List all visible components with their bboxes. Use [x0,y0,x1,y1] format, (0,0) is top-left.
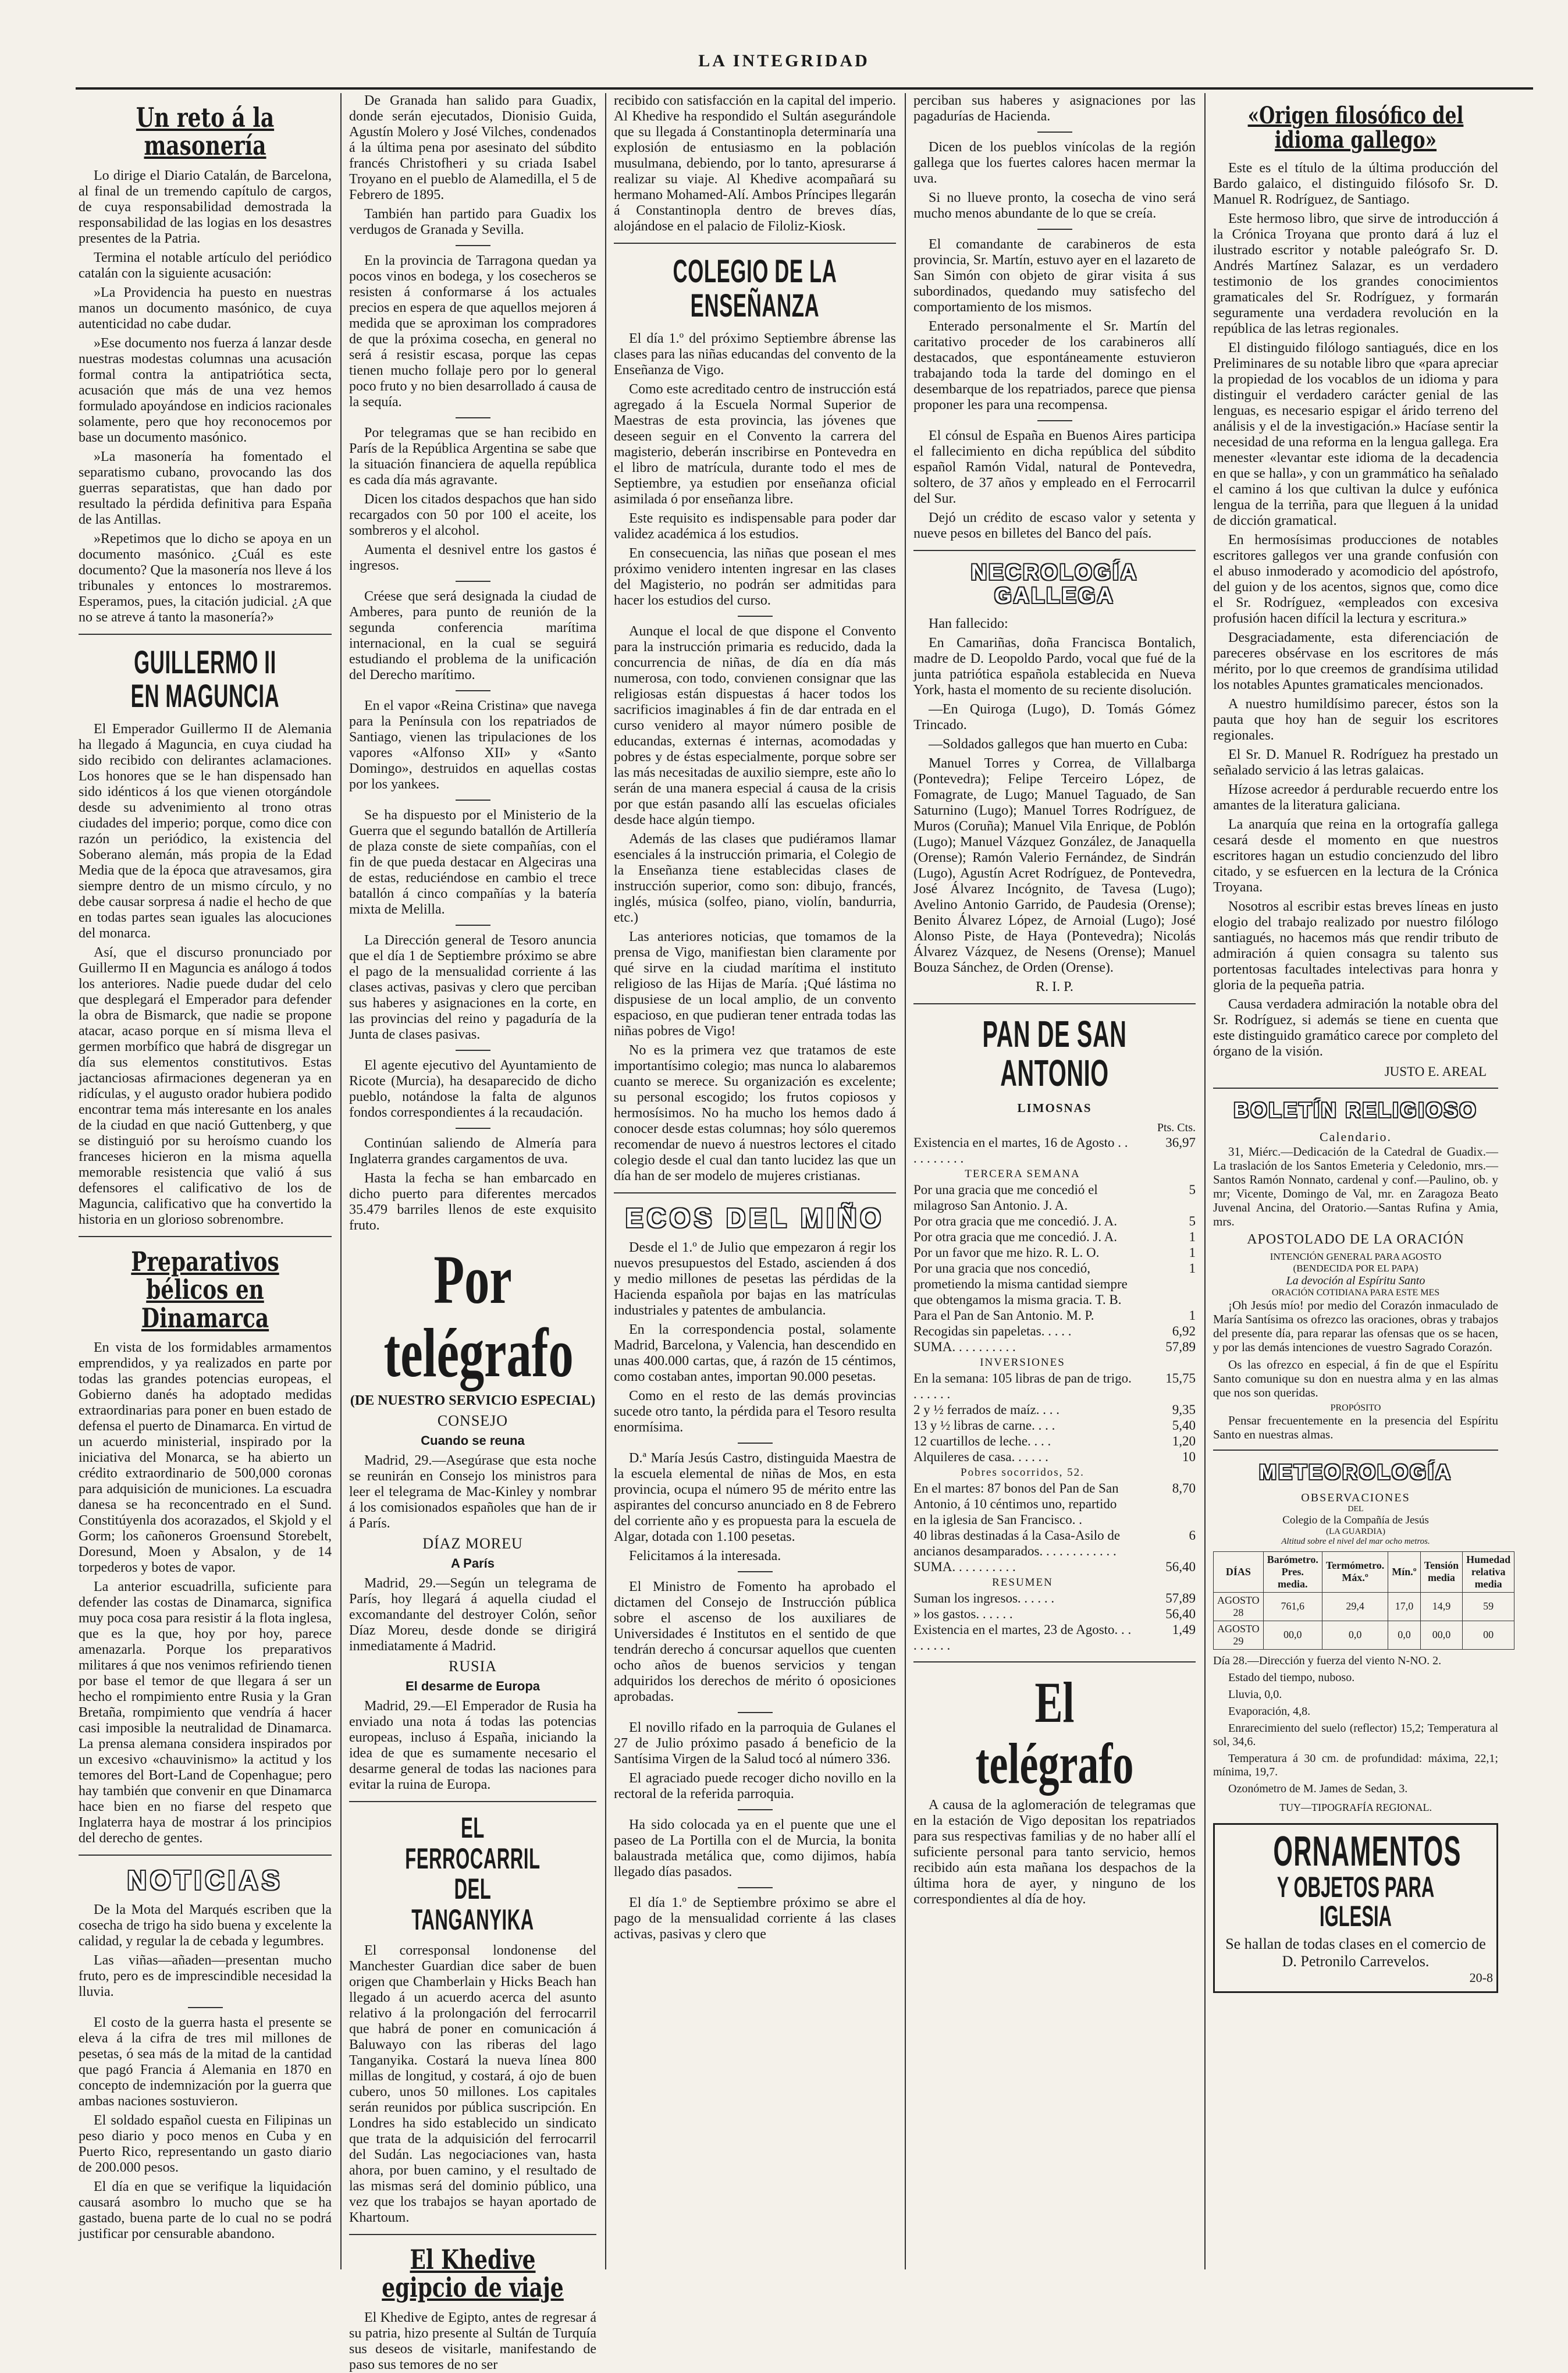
apostolado-title: APOSTOLADO DE LA ORACIÓN [1247,1231,1464,1247]
paragraph: Por telegramas que se han recibido en París de la República Argentina se sabe que la situación financiera de aquella república es cada día más agravante. [349,425,596,488]
column-1 [79,93,332,2269]
ledger-row [913,1308,1196,1323]
weather-table-cell: 00,0 [1420,1621,1462,1649]
weather-table-cell: 0,0 [1322,1621,1388,1649]
apostolado-subtitle: INTENCIÓN GENERAL PARA AGOSTO [1270,1251,1442,1262]
paragraph: Este hermoso libro, que sirve de introducción á la Crónica Troyana que pronto dará á luz el ilustrado escritor y notable paleógrafo Sr. D. Andrés Martínez Salazar, es un verdadero testimonio de los grandes conocimientos gramaticales del Sr. Rodríguez, y formarán seguramente una verdadera revolución en la república de las letras regionales. [1213,211,1498,336]
ledger-row [913,1339,1196,1355]
masthead: LA INTEGRIDAD [698,51,870,70]
article-headline: Preparativos bélicos en Dinamarca [131,1246,279,1334]
column-rule [605,93,606,2269]
ledger-row-label: Pobres socorridos, 52. [961,1466,1085,1479]
weather-table [1213,1551,1514,1650]
weather-table-header: DÍAS [1214,1551,1264,1592]
paragraph: En consecuencia, las niñas que posean el mes próximo venidero intenten ingresar en las clases del Magisterio, no podrán ser admitidas para hacer los estudios del curso. [614,545,896,608]
ledger [913,1135,1196,1653]
paragraph: Continúan saliendo de Almería para Inglaterra grandes cargamentos de uva. [349,1136,596,1167]
ledger-row-value: 1 [1189,1230,1196,1245]
paragraph: Ozonómetro de M. James de Sedan, 3. [1228,1782,1408,1795]
ledger-row-value: 8,70 [1172,1481,1196,1496]
ledger-row-label: Alquileres de casa. . . . . . [913,1450,1048,1465]
ledger-row [913,1166,1196,1182]
paragraph: Madrid, 29.—El Emperador de Rusia ha enviado una nota á todas las potencias europeas, incluso á España, iniciando la idea de que es sumamente necesario el desarme general de todas las naciones para evitar la ruina de Europa. [349,1699,596,1792]
ledger-row-label: 40 libras destinadas á la Casa-Asilo de ancianos desamparados. . . . . . . . . . . . [913,1528,1121,1559]
paragraph: Felicitamos á la interesada. [629,1548,781,1564]
weather-table-cell: 17,0 [1388,1592,1420,1621]
divider [349,1801,596,1802]
column-4 [913,93,1196,2269]
ledger-row-value: 56,40 [1165,1559,1196,1575]
paragraph: Además de las clases que pudiéramos llamar esenciales á la instrucción primaria, el Colegio de la Enseñanza tiene establecidas clases de instrucción superior, como son: dibujo, francés, inglés, música (solfeo, piano, violín, bandurria, etc.) [614,831,896,925]
ledger-row-label: En el martes: 87 bonos del Pan de San Antonio, á 10 céntimos uno, repartido en la iglesia de San Francisco. . [913,1481,1119,1527]
paragraph: El día 1.º de Septiembre próximo se abre el pago de la mensualidad corriente á las clases activas, pasivas y clero que [614,1895,896,1942]
meteo-institution: Colegio de la Compañía de Jesús [1282,1514,1429,1526]
ledger-row [913,1229,1196,1245]
paragraph: Las viñas—añaden—presentan mucho fruto, pero es de imprescindible necesidad la lluvia. [79,1953,332,2000]
ledger-row-value: 1,49 [1172,1622,1196,1637]
paragraph: recibido con satisfacción en la capital del imperio. Al Khedive ha respondido el Sultán asegurándole que su llegada á Constantinopla determinaría una explosión de entusiasmo en la población musulmana, debiendo, por lo tanto, apresurarse á realizar su viaje. Al Khedive acompañará su hermano Mohamed-Alí. Ambos Príncipes llegarán á Constantinopla dentro de breves días, alojándose en el palacio de Filoliz-Kiosk. [614,93,896,234]
ledger-row-label: SUMA. . . . . . . . . . [913,1559,1016,1575]
apostolado-subtitle: (BENDECIDA POR EL PAPA) [1293,1262,1418,1274]
divider [913,1003,1196,1004]
paragraph: Manuel Torres y Correa, de Villalbarga (Pontevedra); Felipe Terceiro López, de Fomagrate, de Lugo; Manuel Taguado, de San Saturnino (Lugo); Manuel Torres Rodríguez, de Muros (Coruña); Manuel Vila Enrique, de Poblón (Lugo); Manuel Vázquez González, de Janaquella (Orense); Ramón Valerio Fernández, de Sindrán (Lugo), Agustín Acret Rodríguez, de Pontevedra, José Álvarez Incógnito, de Tavesa (Lugo); Avelino Antonio Garrido, de Paudesia (Orense); Benito Álvarez López, de Arnoial (Lugo); José Alonso Piste, de Haya (Pontevedra); Nicolás Álvarez Vázquez, de Nesens (Orense); Manuel Bouza Sánchez, de Orden (Orense). [913,755,1196,975]
paragraph: »La masonería ha fomentado el separatismo cubano, provocando las dos guerras separatistas, que han dado por resultado la pérdida definitiva para España de las Antillas. [79,449,332,527]
paragraph: —En Quiroga (Lugo), D. Tomás Gómez Trincado. [913,701,1196,733]
divider [614,1192,896,1193]
divider [614,243,896,244]
ledger-row-label: Por una gracia que me concedió el milagroso San Antonio. J. A. [913,1182,1098,1213]
ledger-row-label: Por una gracia que nos concedió, prometiendo la misma cantidad siempre que obtengamos la misma gracia. T. B. [913,1261,1128,1308]
weather-table-cell: 00,0 [1263,1621,1322,1649]
separator [738,1809,773,1810]
ledger-row [913,1449,1196,1465]
weather-table-cell: 29,4 [1322,1592,1388,1621]
ledger-row-value: 5 [1189,1214,1196,1229]
ledger-row-label: Recogidas sin papeletas. . . . . [913,1324,1072,1339]
dispatch-title: RUSIA [448,1658,497,1675]
article-headline: GUILLERMO II EN MAGUNCIA [130,643,280,715]
apostolado-subtitle: La devoción al Espíritu Santo [1286,1274,1425,1287]
ledger-row [913,1606,1196,1622]
ledger-row-label: 12 cuartillos de leche. . . . [913,1434,1051,1449]
separator [456,245,490,246]
paragraph: »La Providencia ha puesto en nuestras manos un documento masónico, de cuya autenticidad no cabe dudar. [79,285,332,332]
article-headline: EL FERROCARRIL DEL TANGANYIKA [405,1811,541,1936]
paragraph: Termina el notable artículo del periódico catalán con la siguiente acusación: [79,250,332,281]
ledger-row-value: 9,35 [1172,1402,1196,1418]
paragraph: »Repetimos que lo dicho se apoya en un documento masónico. ¿Cuál es este documento? Que la masonería nos lleve á los tribunales y entonces lo mostraremos. Esperamos, pues, la citación judicial. ¿A que no se atreve á tanto la masonería?» [79,531,332,625]
paragraph: La Dirección general de Tesoro anuncia que el día 1 de Septiembre próximo se abre el pago de la mensualidad corriente á las clases activas, pasivas y clero que perciban sus haberes y asignaciones en la corte, en las provincias del reino y pagaduría de la Junta de clases pasivas. [349,933,596,1042]
paragraph: No es la primera vez que tratamos de este importantísimo colegio; mas nunca lo alabaremos cuanto se merece. Su organización es excelente; su personal escogido; los frutos copiosos y hermosísimos. No ha mucho los hemos dado á conocer desde estas columnas; hoy sólo queremos recomendar de nuevo á nuestros lectores el citado colegio desde el cual dan tanto lucidez las que un día han de ser modelo de mujeres cristianas. [614,1042,896,1184]
paragraph: Aunque el local de que dispone el Convento para la instrucción primaria es reducido, dada la concurrencia de niñas, de día en día más numerosa, con todo, convienen consignar que las religiosas están dispuestas á hacer todos los sacrificios imaginables á fin de dar entrada en el curso venidero al mayor número posible de educandas, externas é internas, acomodadas y pobres y de éstas especialmente, porque sobre ser las más necesitadas de auxilio siempre, este año lo serán de una manera especial á causa de la crisis por que están pasando allí las escuelas oficiales desde hace algún tiempo. [614,623,896,827]
meteo-subtitle: OBSERVACIONES [1301,1491,1410,1504]
paragraph: El distinguido filólogo santiagués, dice en los Preliminares de su notable libro que «para apreciar la propiedad de los vocablos de un idioma y para distinguir el verdadero carácter genial de las lenguas, es necesario espigar el árido terreno del análisis y el de la investigación.» Hacíase sentir la necesidad de una reforma en la lengua gallega. Era menester «levantar este idioma de la decadencia en que se halla», y con un grammático ha señalado el camino á los que cultivan la dulce y eufónica lengua de la terriña, para que lleguen á la unidad de dicción gramatical. [1213,340,1498,528]
column-rule [1204,93,1206,2269]
paragraph: 31, Miérc.—Dedicación de la Catedral de Guadix.—La traslación de los Santos Emeteria y Celedonio, mrs.—Santos Ramón Nonnato, cardenal y conf.—Paulino, ob. y mr; Vicente, Domingo de Val, mr. en Zaragoza Beato Juvenal Ancina, del Oratorio.—Santas Rufina y Amia, mrs. [1213,1144,1498,1228]
weather-table-cell: AGOSTO 28 [1214,1592,1264,1621]
ledger-row [913,1245,1196,1260]
column-5 [1213,93,1511,2269]
section-subtitle: (DE NUESTRO SERVICIO ESPECIAL) [350,1393,596,1408]
ledger-row [913,1355,1196,1370]
paragraph: El costo de la guerra hasta el presente se eleva á la cifra de tres mil millones de pesetas, ó sea más de la mitad de la cantidad que pagó Francia á Alemania en 1870 en concepto de indemnización por la guerra que ambas naciones sostuvieron. [79,2015,332,2109]
section-headline: BOLETÍN RELIGIOSO [1233,1098,1478,1122]
paragraph: Desde el 1.º de Julio que empezaron á regir los nuevos presupuestos del Estado, ascienden á dos y medio millones de pesetas las pérdidas de la Hacienda española por bajas en las matrículas industriales y patentes de ambulancia. [614,1239,896,1318]
section-headline: NOTICIAS [127,1865,283,1896]
article-headline: «Origen filosófico del idioma gallego» [1247,102,1464,154]
paragraph: Créese que será designada la ciudad de Amberes, para punto de reunión de la segunda conferencia marítima internacional, en la cual se seguirá estudiando el problema de la unificación del Derecho marítimo. [349,589,596,683]
paragraph: Os las ofrezco en especial, á fin de que el Espíritu Santo comunique su don en nuestra alma y en las almas que nos son queridas. [1213,1357,1498,1399]
paragraph: Se ha dispuesto por el Ministerio de la Guerra que el segundo batallón de Artillería de plaza conste de siete compañías, con el fin de que pueda destacar en Algeciras una de estas, reduciéndose en cambio el trece batallón á cinco compañías y la batería mixta de Melilla. [349,808,596,917]
paragraph: El Emperador Guillermo II de Alemania ha llegado á Maguncia, en cuya ciudad ha sido recibido con delirantes aclamaciones. Los honores que se le han dispensado han sido idénticos á los que vienen otorgándole desde su advenimiento al trono otras ciudades del imperio; porque, como dice con razón un periódico, la existencia del Soberano alemán, más propia de la Edad Media que de la época que atravesamos, gira siempre dentro de un mismo círculo, y no debe causar sorpresa á nadie el hecho de que en todas partes sean iguales las alocuciones del monarca. [79,722,332,942]
paragraph: El comandante de carabineros de esta provincia, Sr. Martín, estuvo ayer en el lazareto de San Simón con objeto de girar visita á sus subordinados, quedando muy satisfecho del comportamiento de los mismos. [913,237,1196,315]
section-headline: ECOS DEL MIÑO [625,1202,885,1233]
weather-table-row [1214,1592,1514,1621]
paragraph: Así, que el discurso pronunciado por Guillermo II en Maguncia es análogo á todos los anteriores. Nadie puede dudar del celo que desplegará el Emperador para defender la obra de Bismarck, que nadie se propone atacar, acaso porque en sí misma lleva el germen morbífico que habrá de disgregar un día sus elementos constitutivos. Estas jactanciosas afirmaciones degeneran ya en ridículas, y el augusto orador hubiera podido encontrar tema más interesante en los anales de la ciudad en que nació Guttenberg, y que se distinguió por su heroísmo cuando los franceses hicieron en la misma aquella memorable resistencia que valió á sus defensores el calificativo de los de Maguncia, calificativo que ha convertido la historia en un glorioso sobrenombre. [79,945,332,1228]
ledger-row [913,1465,1196,1480]
paragraph: Pensar frecuentemente en la presencia del Espíritu Santo en nuestras almas. [1213,1413,1498,1441]
paragraph: Como este acreditado centro de instrucción está agregado á la Escuela Normal Superior de Maestras de esta provincia, las jóvenes que deseen seguir en el Convento la carrera del magisterio, deberán inscribirse en Pontevedra en el libro de matrícula, durante todo el mes de Septiembre, ya estudien por enseñanza oficial asimilada ó por enseñanza libre. [614,381,896,507]
column-rule [340,93,342,2269]
meteo-location: (LA GUARDIA) [1325,1526,1386,1536]
paragraph: Madrid, 29.—Asegúrase que esta noche se reunirán en Consejo los ministros para leer el telegrama de Mac-Kinley y nombrar á los comisionados españoles que han de ir á París. [349,1453,596,1531]
ledger-row [913,1559,1196,1575]
ledger-row-value: 1 [1189,1261,1196,1276]
ledger-row [913,1575,1196,1590]
separator [738,1712,773,1713]
separator [1037,420,1072,421]
divider [79,1855,332,1856]
paragraph: Estado del tiempo, nuboso. [1228,1671,1355,1684]
separator [456,1128,490,1129]
ad-subtitle: Y OBJETOS PARA IGLESIA [1277,1870,1435,1932]
ledger-row-value [1132,1166,1196,1182]
ledger-row-label: Por un favor que me hizo. R. L. O. [913,1245,1100,1260]
paragraph: Dicen los citados despachos que han sido recargados con 50 por 100 el aceite, los sombreros y el alcohol. [349,492,596,538]
paragraph: Este es el título de la última producción del Bardo galaico, el distinguido filósofo Sr. D. Manuel R. Rodríguez, de Santiago. [1213,161,1498,207]
paragraph: El agraciado puede recoger dicho novillo en la rectoral de la referida parroquia. [614,1770,896,1802]
meteo-subtitle: DEL [1347,1504,1364,1514]
ledger-row-label: TERCERA SEMANA [965,1168,1080,1181]
paragraph: De Granada han salido para Guadix, donde serán ejecutados, Dionisio Guida, Agustín Molero y José Vilches, condenados á la última pena por asesinato del súbdito francés Christofheri y su criada Isabel Troyano en el pueblo de Alamedilla, el 5 de Febrero de 1895. [349,93,596,203]
ledger-row [913,1370,1196,1402]
ledger-row-value: 6,92 [1172,1324,1196,1339]
paragraph: En vista de los formidables armamentos emprendidos, y ya realizados en parte por todas las grandes potencias europeas, el Gobierno danés ha adoptado medidas extraordinarias para poner en buen estado de defensa el puerto de Dinamarca. En virtud de un acuerdo ministerial, inspirado por la iniciativa del Monarca, se ha abierto un crédito extraordinario de 500,000 coronas para adquisición de municiones. La escuadra danesa se ha reconcentrado en el Sund. Constitúyenla dos acorazados, el Skjold y el Gorm; los cañoneros Groensund Storebelt, Doresund, Moen y Absalon, y de 14 torpederos y botes de vapor. [79,1340,332,1576]
paragraph: »Ese documento nos fuerza á lanzar desde nuestras modestas columnas una acusación formal contra la antipatriótica secta, acusación que más de una vez hemos formulado apoyándose en indicios racionales solamente, pero que hoy reconocemos por base un documento masónico. [79,335,332,445]
ledger-row-label: Para el Pan de San Antonio. M. P. [913,1308,1094,1323]
printer-imprint: TUY—TIPOGRAFÍA REGIONAL. [1279,1801,1432,1813]
article-headline: El Khedive egipcio de viaje [382,2244,564,2304]
paragraph: Como en el resto de las demás provincias sucede otro tanto, la pérdida para el Tesoro resulta enormísima. [614,1388,896,1435]
paragraph: Temperatura á 30 cm. de profundidad: máxima, 22,1; mínima, 19,7. [1213,1752,1498,1778]
ledger-row-label: Por otra gracia que me concedió. J. A. [913,1214,1117,1229]
separator [456,1050,490,1051]
paragraph: El Khedive de Egipto, antes de regresar á su patria, hizo presente al Sultán de Turquía sus deseos de visitarle, manifestando de paso sus temores de no ser [349,2310,596,2372]
weather-table-cell: 14,9 [1420,1592,1462,1621]
masthead-rule [76,87,1533,90]
separator [456,581,490,582]
weather-table-row [1214,1621,1514,1649]
ledger-row [913,1433,1196,1449]
divider [349,2234,596,2235]
ledger-row-label: Por otra gracia que me concedió. J. A. [913,1230,1117,1245]
ledger-row [913,1260,1196,1308]
ledger-row-value: 6 [1189,1528,1196,1543]
ledger-row-label: 13 y ½ libras de carne. . . . [913,1418,1055,1433]
weather-table-cell: 00 [1463,1621,1514,1649]
weather-table-cell: 0,0 [1388,1621,1420,1649]
divider [79,634,332,635]
ledger-row [913,1480,1196,1527]
paragraph: También han partido para Guadix los verdugos de Granada y Sevilla. [349,207,596,237]
separator [738,1887,773,1888]
weather-table-header: Mín.º [1388,1551,1420,1592]
column-3 [614,93,896,2269]
paragraph: El cónsul de España en Buenos Aires participa el fallecimiento en dicha república del súbdito español Ramón Vidal, natural de Pontevedra, soltero, de 37 años y empleado en el Ferrocarril del Sur. [913,428,1196,506]
paragraph: Este requisito es indispensable para poder dar validez académica á los estudios. [614,510,896,542]
ledger-row-label: Existencia en el martes, 23 de Agosto. . . . . . . . . [913,1622,1132,1653]
ledger-row-label: 2 y ½ ferrados de maíz. . . . [913,1402,1060,1418]
separator [738,1571,773,1572]
column-2 [349,93,596,2372]
paragraph: El Sr. D. Manuel R. Rodríguez ha prestado un señalado servicio á las letras galaicas. [1213,747,1498,778]
separator [456,417,490,418]
section-headline: El telégrafo [975,1670,1134,1796]
paragraph: El agente ejecutivo del Ayuntamiento de Ricote (Murcia), ha desaparecido de dicho pueblo, notándose la falta de algunos fondos correspondientes á la recaudación. [349,1058,596,1120]
calendar-label: Calendario. [1319,1129,1392,1144]
paragraph: D.ª María Jesús Castro, distinguida Maestra de la escuela elemental de niñas de Mos, en esta provincia, ocupa el número 95 de mérito entre las aspirantes del concurso anunciado en 8 de Febrero del corriente año y es propuesta para la escuela de Algar, dotada con 1.100 pesetas. [614,1450,896,1544]
paragraph: Hízose acreedor á perdurable recuerdo entre los amantes de la literatura galiciana. [1213,782,1498,813]
paragraph: Dejó un crédito de escaso valor y setenta y nueve pesos en billetes del Banco del país. [913,510,1196,541]
ledger-row [913,1622,1196,1653]
paragraph: Enrarecimiento del suelo (reflector) 15,2; Temperatura al sol, 34,6. [1213,1721,1498,1748]
ledger-row-value: 5 [1189,1182,1196,1198]
ledger-row [913,1418,1196,1433]
paragraph: Causa verdadera admiración la notable obra del Sr. Rodríguez, si además se tiene en cuenta que este distinguido gramático carece por completo del órgano de la visión. [1213,997,1498,1059]
ledger-row-label: INVERSIONES [980,1356,1065,1369]
paragraph: En hermosísimas producciones de notables escritores gallegos ver una grande confusión con el abuso inmoderado y acomodicio del apóstrofo, del guion y de los acentos, signos que, como dice el Sr. Rodríguez, «empleados con excesiva profusión hacen difícil la lectura y escritura.» [1213,532,1498,626]
paragraph: De la Mota del Marqués escriben que la cosecha de trigo ha sido buena y excelente la calidad, y regular la de cebada y legumbres. [79,1902,332,1949]
paragraph: El Ministro de Fomento ha aprobado el dictamen del Consejo de Instrucción pública sobre el ascenso de los auxiliares de Universidades é Institutos en el sentido de que tendrán derecho á concursar aquellos que cuenten ocho años de buenos servicios y tengan adquiridos los derechos de mérito ó oposiciones aprobadas. [614,1579,896,1704]
paragraph: Nosotros al escribir estas breves líneas en justo elogio del trabajo realizado por nuestro filólogo santiagués, no hacemos más que rendir tributo de admiración á quien consagra su talento sus portentosas facultades intelectivas para honra y gloria de la pequeña patria. [1213,899,1498,993]
paragraph: En la provincia de Tarragona quedan ya pocos vinos en bodega, y los cosecheros se resisten á conformarse á los actuales precios en espera de que aquellos mejoren á medida que se aproximan los compradores de que la próxima cosecha, en general no será á resistir escasa, porque las cepas tienen mucho follaje pero por lo general poco fruto y no bien desarrollado á causa de la sequía. [349,253,596,410]
article-headline: Un reto á la masonería [136,102,275,162]
weather-table-cell: 59 [1463,1592,1514,1621]
separator [188,2007,223,2008]
proposito-label: PROPÓSITO [1330,1402,1381,1413]
ledger-row-value: 1,20 [1172,1434,1196,1449]
divider [1213,1088,1498,1089]
weather-table-cell: 761,6 [1263,1592,1322,1621]
paragraph: El novillo rifado en la parroquia de Gulanes el 27 de Julio próximo pasado á beneficio de la Santísima Virgen de la Salud tocó al número 336. [614,1720,896,1767]
weather-table-header: Tensión media [1420,1551,1462,1592]
separator [738,1443,773,1444]
separator [456,800,490,801]
ledger-row-value: 1 [1189,1245,1196,1260]
apostolado-subtitle: ORACIÓN COTIDIANA PARA ESTE MES [1271,1287,1440,1298]
paragraph: perciban sus haberes y asignaciones por las pagadurías de Hacienda. [913,93,1196,124]
ledger-row-label: En la semana: 105 libras de pan de trigo. . . . . . . [913,1371,1132,1402]
paragraph: Madrid, 29.—Según un telegrama de París, hoy llegará á aquella ciudad el excomandante del destroyer Colón, señor Díaz Moreu, desde donde se dirigirá inmediatamente á Madrid. [349,1576,596,1654]
dispatch-subtitle: A París [450,1556,495,1571]
paragraph: En la correspondencia postal, solamente Madrid, Barcelona, y Valencia, han descendido en unas 400.000 cartas, que, á razón de 15 céntimos, como costaban antes, importan 90.000 pesetas. [614,1322,896,1384]
divider [913,550,1196,551]
paragraph: Hasta la fecha se han embarcado en dicho puerto para diferentes mercados 35.479 barriles llenos de este exquisito fruto. [349,1171,596,1233]
ad-code: 20-8 [1469,1970,1493,1985]
ledger-row [913,1323,1196,1339]
divider [1213,1450,1498,1451]
section-headline: PAN DE SAN ANTONIO [982,1013,1127,1094]
paragraph: La anterior escuadrilla, suficiente para defender las costas de Dinamarca, significa muy poca cosa para resistir á la flota inglesa, que es la que, hoy por hoy, parece amenazarla. Porque los preparativos militares á que nos venimos refiriendo tienen por base el temor de que llegara á ser un hecho el rompimiento entre Rusia y la Gran Bretaña, rompimiento que vendría á hacer casi imposible la neutralidad de Dinamarca. La prensa alemana considera inspirados por un excesivo «chauvinismo» la actitud y los temores del Bort-Land de Copenhague; pero hay también que convenir en que Dinamarca hace bien en no fiarse del respeto que Inglaterra haya de mostrar á los principios del derecho de gentes. [79,1579,332,1846]
weather-table-cell: AGOSTO 29 [1214,1621,1264,1649]
paragraph: El día en que se verifique la liquidación causará asombro lo mucho que se ha gastado, buena parte de lo cual no se podrá justificar por censurable abandono. [79,2179,332,2242]
column-rule [905,93,906,2269]
weather-table-header: Barómetro. Pres. media. [1263,1551,1322,1592]
ledger-row-value: 15,75 [1165,1371,1196,1386]
paragraph: Evaporación, 4,8. [1228,1704,1311,1718]
dispatch-subtitle: El desarme de Europa [405,1679,541,1693]
ledger-row-label: Suman los ingresos. . . . . . [913,1591,1055,1606]
paragraph: Han fallecido: [929,616,1008,631]
separator [738,616,773,617]
rip-line: R. I. P. [1036,979,1073,994]
section-headline: NECROLOGÍA GALLEGA [970,560,1139,608]
ledger-row [913,1527,1196,1559]
ledger-row-label: RESUMEN [992,1576,1053,1589]
weather-table-header: Termómetro. Máx.º [1322,1551,1388,1592]
paragraph: El soldado español cuesta en Filipinas un peso diario y poco menos en Cuba y en Puerto Rico, representando un gasto diario de 200.000 pesos. [79,2113,332,2176]
ledger-row-value: 57,89 [1165,1591,1196,1606]
paragraph: —Soldados gallegos que han muerto en Cuba: [929,736,1188,752]
ledger-row-value: 56,40 [1165,1607,1196,1622]
section-headline: Por telégrafo [383,1241,574,1391]
paragraph: Lo dirige el Diario Catalán, de Barcelona, al final de un tremendo capítulo de cargos, de cuya responsabilidad demostrada la responsabilidad de las logias en los desastres presentes de la Patria. [79,168,332,246]
paragraph: Si no llueve pronto, la cosecha de vino será mucho menos abundante de lo que se creía. [913,190,1196,221]
paragraph: ¡Oh Jesús mío! por medio del Corazón inmaculado de María Santísima os ofrezco las oraciones, obras y trabajos del presente día, para reparar las ofensas que os se hacen, y por las demás intenciones de vuestro Sagrado Corazón. [1213,1298,1498,1354]
paragraph: En Camariñas, doña Francisca Bontalich, madre de D. Leopoldo Pardo, vocal que fué de la junta patriótica española establecida en Nueva York, hasta el momento de su reciente disolución. [913,635,1196,698]
ad-text: Se hallan de todas clases en el comercio de D. Petronilo Carrevelos. [1225,1935,1486,1970]
separator [1037,132,1072,133]
ledger-row-value [1132,1575,1196,1590]
ledger-row-value [1132,1355,1196,1370]
ledger-unit: Pts. Cts. [1157,1121,1196,1135]
paragraph: Dicen de los pueblos vinícolas de la región gallega que los fuertes calores hacen mermar la uva. [913,140,1196,186]
ledger-row-value: 5,40 [1172,1418,1196,1433]
meteo-altitude: Altitud sobre el nivel del mar ocho metros. [1281,1536,1430,1546]
ledger-heading: LIMOSNAS [1017,1101,1092,1116]
dispatch-subtitle: Cuando se reuna [421,1433,525,1448]
paragraph: Día 28.—Dirección y fuerza del viento N-NO. 2. [1213,1654,1442,1667]
ledger-row-value [1132,1465,1196,1480]
advertisement [1213,1823,1498,1993]
paragraph: Enterado personalmente el Sr. Martín del caritativo proceder de los carabineros allí destacados, que espontáneamente estuvieron trabajando toda la tarde del domingo en el desembarque de los repatriados, parece que piensa proponer les para una recompensa. [913,319,1196,413]
article-headline: COLEGIO DE LA ENSEÑANZA [673,253,837,324]
dispatch-title: DÍAZ MOREU [422,1535,523,1552]
divider [79,1236,332,1237]
weather-table-header: Humedad relativa media [1463,1551,1514,1592]
ledger-row [913,1135,1196,1166]
paragraph: Desgraciadamente, esta diferenciación de pareceres obsérvase en los escritores de más mérito, por lo que creemos de grandísima utilidad los notables Apuntes gramaticales mencionados. [1213,630,1498,692]
section-headline: METEOROLOGÍA [1259,1459,1452,1484]
ledger-row-value: 57,89 [1165,1340,1196,1355]
paragraph: Lluvia, 0,0. [1228,1688,1282,1701]
paragraph: A nuestro humildísimo parecer, éstos son la pauta que hoy han de seguir los escritores regionales. [1213,697,1498,743]
paragraph: Las anteriores noticias, que tomamos de la prensa de Vigo, manifiestan bien claramente por qué sirve en la ciudad marítima el instituto religioso de las Hijas de María. ¡Qué lástima no dispusiese de un local amplio, de un convento espacioso, en que pudieran tener entrada todas las niñas pobres de Vigo! [614,929,896,1039]
ledger-row-label: » los gastos. . . . . . [913,1607,1013,1622]
divider [913,1661,1196,1662]
ledger-row-label: Existencia en el martes, 16 de Agosto . . . . . . . . . . [913,1135,1128,1166]
ledger-row [913,1402,1196,1418]
separator [456,690,490,691]
separator [456,925,490,926]
paragraph: Ha sido colocada ya en el puente que une el paseo de La Portilla con el de Murcia, la bonita balaustrada metálica que, como dijimos, había llegado días pasados. [614,1817,896,1880]
ad-title: ORNAMENTOS [1273,1828,1462,1875]
signature: JUSTO E. AREAL [1384,1064,1487,1079]
dispatch-title: CONSEJO [437,1412,509,1429]
paragraph: A causa de la aglomeración de telegramas que en la estación de Vigo depositan los repatriados para sus respectivas familias y de no haber allí el suficiente personal para tanto servicio, hemos recibido aún esta mañana los despachos de la última hora de ayer, y ninguno de los correspondientes al día de hoy. [913,1797,1196,1907]
paragraph: El corresponsal londonense del Manchester Guardian dice saber de buen origen que Chamberlain y Hicks Beach han llegado á un acuerdo acerca del asunto relativo á la prolongación del ferrocarril que habrá de poner en comunicación á Baluwayo con las riberas del lago Tanganyika. Costará la nueva línea 800 millas de longitud, y costará, á ojo de buen cubero, unos 50 millones. Los capitales serán reunidos por pública suscripción. En Londres ha sido establecido un sindicato que trata de la adquisición del ferrocarril del Sudán. Las negociaciones van, hasta ahora, por buen camino, y el resultado de las mismas será del dominio público, una vez que los trabajos se hayan aportado de Khartoum. [349,1943,596,2225]
paragraph: En el vapor «Reina Cristina» que navega para la Península con los repatriados de Santiago, vienen las tripulaciones de los vapores «Alfonso XII» y «Santo Domingo», destruidos en aquellas costas por los yankees. [349,698,596,792]
ledger-row [913,1590,1196,1606]
paragraph: Aumenta el desnivel entre los gastos é ingresos. [349,542,596,573]
ledger-row [913,1213,1196,1229]
ledger-row-value: 10 [1182,1450,1196,1465]
separator [1037,229,1072,230]
paragraph: La anarquía que reina en la ortografía gallega cesará desde el momento en que nuestros escritores hagan un estudio concienzudo del libro citado, y se esfuercen en la lectura de la Crónica Troyana. [1213,817,1498,895]
paragraph: El día 1.º del próximo Septiembre ábrense las clases para las niñas educandas del convento de la Enseñanza de Vigo. [614,331,896,378]
ledger-row-value: 36,97 [1165,1135,1196,1150]
ledger-row-label: SUMA. . . . . . . . . . [913,1340,1016,1355]
ledger-row-value: 1 [1189,1308,1196,1323]
ledger-row [913,1182,1196,1213]
